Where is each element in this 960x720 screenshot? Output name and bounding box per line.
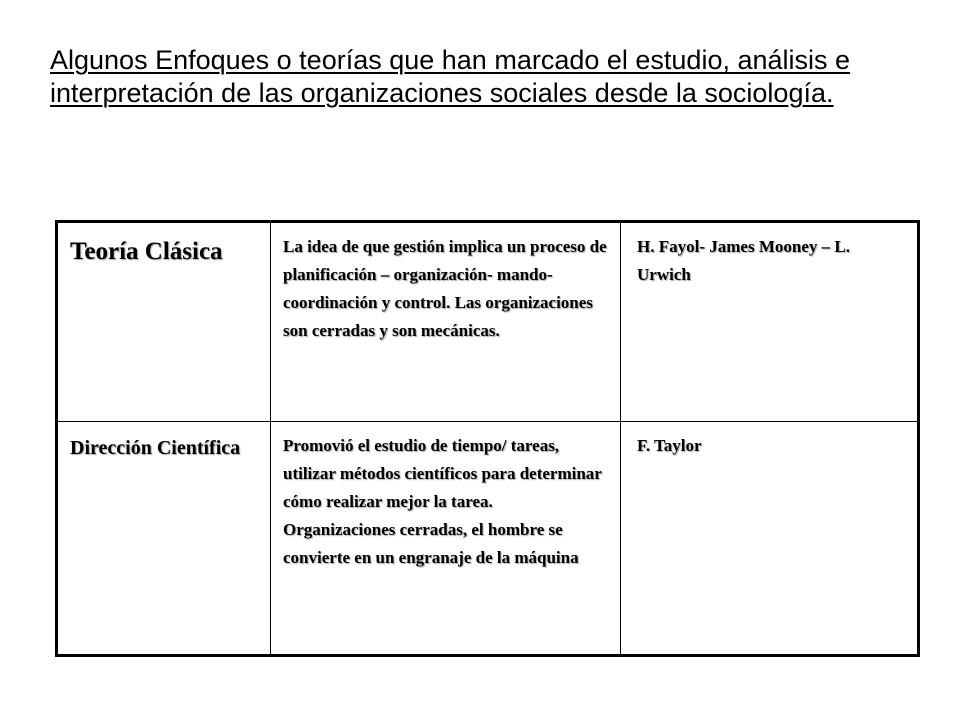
- theory-authors: H. Fayol- James Mooney – L. Urwich: [637, 237, 850, 284]
- theory-description-cell: [271, 222, 621, 422]
- theory-name: Dirección Científica: [70, 437, 241, 459]
- theory-name-cell: [57, 222, 271, 422]
- theory-description: La idea de que gestión implica un proceso de planificación – organización- mando- coordinación y control. Las organizaciones son cerradas y son mecánicas.: [283, 237, 607, 340]
- theory-authors-cell: [621, 222, 919, 422]
- theory-name-cell: [57, 422, 271, 656]
- theory-description-cell: [271, 422, 621, 656]
- table-row: [57, 422, 919, 656]
- theory-authors: F. Taylor: [637, 436, 702, 455]
- theory-description: Promovió el estudio de tiempo/ tareas, utilizar métodos científicos para determinar cómo realizar mejor la tarea. Organizaciones cerradas, el hombre se convierte en un engranaje de la máquina: [283, 436, 602, 567]
- theories-table: [55, 220, 920, 657]
- slide-title: Algunos Enfoques o teorías que han marcado el estudio, análisis e interpretación de las organizaciones sociales desde la sociología.: [50, 45, 851, 108]
- theory-name: Teoría Clásica: [70, 238, 223, 265]
- table-row: [57, 222, 919, 422]
- theory-authors-cell: [621, 422, 919, 656]
